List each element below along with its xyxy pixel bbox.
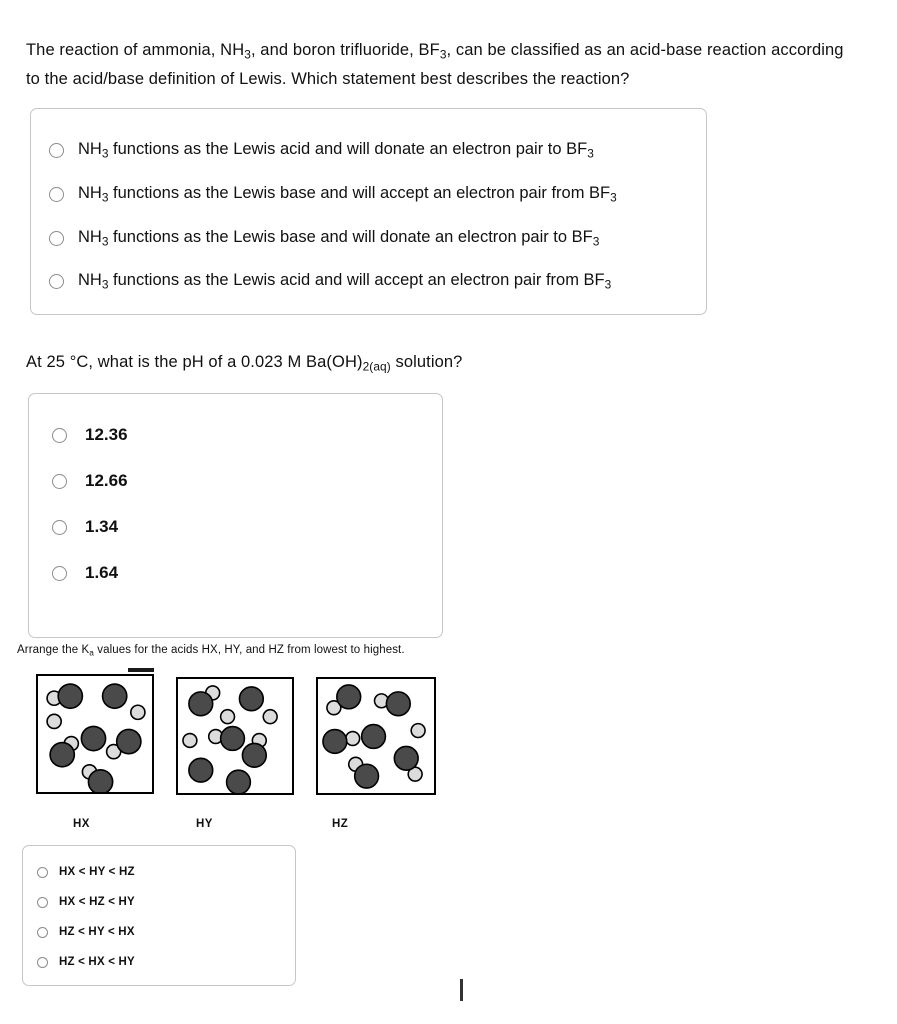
q2-option-3-label: 1.34 — [85, 517, 119, 536]
q2-option-2[interactable] — [29, 460, 442, 502]
q1-option-2-label: $NH_3$ functions as the Lewis base and will accept an electron pair from $BF_3$ — [78, 183, 617, 205]
radio-button-icon[interactable] — [49, 143, 64, 158]
particle-large — [242, 743, 266, 767]
particle-diagram-hz — [316, 677, 436, 795]
q1-option-4-label: $NH_3$ functions as the Lewis acid and will accept an electron pair from $BF_3$ — [78, 270, 612, 292]
radio-button-icon[interactable] — [49, 231, 64, 246]
q3-option-4-label: HZ < HX < HY — [59, 956, 135, 968]
text-cursor-caret — [460, 979, 463, 1001]
q1-option-3-label: $NH_3$ functions as the Lewis base and will donate an electron pair to $BF_3$ — [78, 227, 600, 249]
particle-large — [394, 746, 418, 770]
q2-prompt-part-2: solution? — [390, 353, 463, 371]
radio-button-icon[interactable] — [37, 897, 48, 908]
particle-small — [47, 714, 61, 728]
radio-button-icon[interactable] — [52, 474, 67, 489]
q2-option-2-label: 12.66 — [85, 471, 128, 490]
q3-option-3-label: HZ < HY < HX — [59, 926, 135, 938]
q2-option-3[interactable] — [29, 506, 442, 548]
radio-button-icon[interactable] — [52, 520, 67, 535]
question-3-prompt — [17, 642, 617, 661]
particle-large — [58, 684, 82, 708]
particle-large — [337, 685, 361, 709]
particle-large — [189, 692, 213, 716]
particle-diagram-hy-svg — [178, 679, 292, 793]
question-3-options-box — [22, 845, 296, 986]
particle-large — [50, 743, 74, 767]
particle-large — [227, 770, 251, 793]
radio-button-icon[interactable] — [37, 867, 48, 878]
particle-diagram-hx-svg — [38, 676, 152, 792]
particle-large — [355, 764, 379, 788]
particle-large — [81, 726, 105, 750]
q3-option-3[interactable] — [23, 917, 295, 947]
q1-option-1[interactable] — [31, 129, 706, 171]
q1-option-4[interactable] — [31, 260, 706, 302]
radio-button-icon[interactable] — [37, 957, 48, 968]
particle-large — [386, 692, 410, 716]
particle-large — [221, 727, 245, 751]
particle-diagram-hy — [176, 677, 294, 795]
q1-option-1-label: $NH_3$ functions as the Lewis acid and will donate an electron pair to $BF_3$ — [78, 139, 594, 161]
q3-option-1-label: HX < HY < HZ — [59, 866, 135, 878]
q1-prompt-part-2: , and boron trifluoride, BF — [250, 41, 440, 59]
particle-large — [103, 684, 127, 708]
q1-prompt-sub-2: 3 — [439, 47, 447, 62]
particle-large — [88, 770, 112, 792]
q2-option-4[interactable] — [29, 552, 442, 594]
q3-prompt-sub-1: a — [89, 648, 94, 658]
particle-diagram-hx — [36, 674, 154, 794]
question-1-prompt — [26, 38, 846, 92]
particle-large — [189, 758, 213, 782]
q1-option-3[interactable] — [31, 217, 706, 259]
q3-option-2[interactable] — [23, 887, 295, 917]
question-2-prompt — [26, 350, 726, 379]
q1-prompt-part-3: , can be classified as an acid-base reaction according to the acid/base definition of Lewis. Which statement best describes the reaction? — [26, 41, 844, 89]
q2-option-1-label: 12.36 — [85, 425, 128, 444]
particle-large — [323, 730, 347, 754]
radio-button-icon[interactable] — [52, 566, 67, 581]
q2-prompt-sub-1: 2(aq) — [362, 359, 391, 374]
particle-small — [346, 732, 360, 746]
q2-prompt-part-1: At 25 °C, what is the pH of a 0.023 M Ba(OH) — [26, 353, 363, 371]
q3-prompt-part-1: Arrange the K — [17, 644, 90, 656]
radio-button-icon[interactable] — [52, 428, 67, 443]
scan-artifact-bar — [128, 668, 154, 672]
radio-button-icon[interactable] — [49, 187, 64, 202]
particle-small — [263, 710, 277, 724]
q1-option-2[interactable] — [31, 173, 706, 215]
particle-large — [239, 687, 263, 711]
particle-small — [221, 710, 235, 724]
q3-prompt-part-2: values for the acids HX, HY, and HZ from lowest to highest. — [93, 644, 405, 656]
q1-prompt-sub-1: 3 — [244, 47, 251, 62]
particle-diagram-hz-caption: HZ — [332, 818, 349, 830]
particle-small — [131, 705, 145, 719]
particle-diagram-hz-svg — [318, 679, 434, 793]
q3-option-4[interactable] — [23, 947, 295, 977]
radio-button-icon[interactable] — [37, 927, 48, 938]
q3-option-1[interactable] — [23, 857, 295, 887]
radio-button-icon[interactable] — [49, 274, 64, 289]
q2-option-4-label: 1.64 — [85, 563, 119, 582]
particle-diagram-hy-caption: HY — [196, 818, 213, 830]
q2-option-1[interactable] — [29, 414, 442, 456]
particle-small — [183, 734, 197, 748]
q1-prompt-part-1: The reaction of ammonia, NH — [26, 41, 245, 59]
q3-option-2-label: HX < HZ < HY — [59, 896, 135, 908]
particle-diagram-hx-caption: HX — [73, 818, 90, 830]
particle-large — [117, 729, 141, 753]
question-2-options-box — [28, 393, 443, 638]
question-1-options-box — [30, 108, 707, 315]
particle-large — [362, 725, 386, 749]
particle-small — [411, 724, 425, 738]
